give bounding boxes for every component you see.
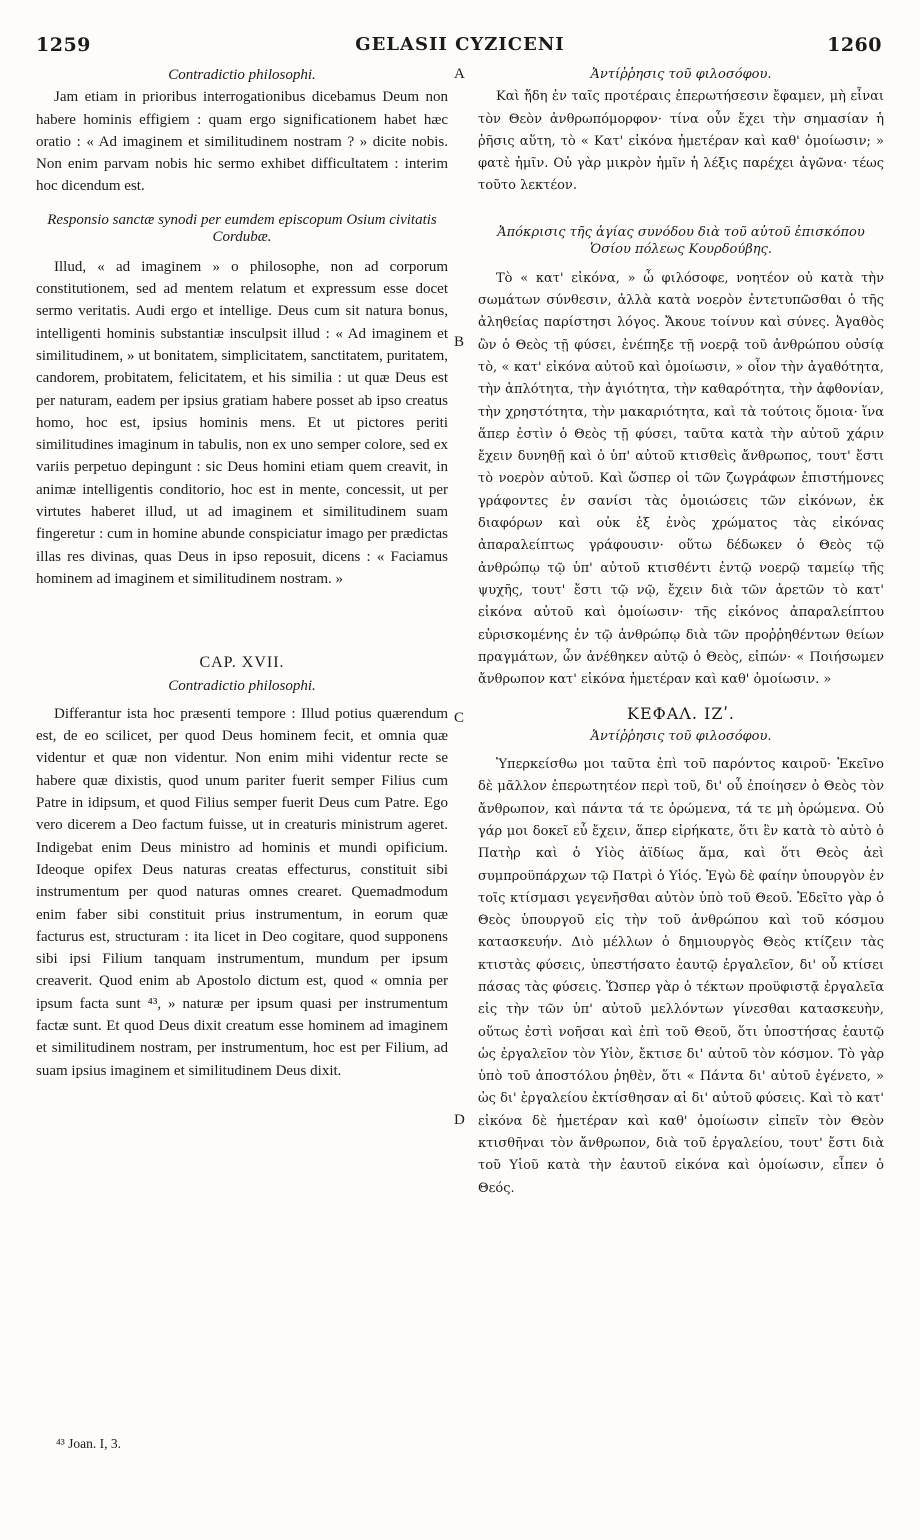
latin-section-title: Contradictio philosophi. [168,67,316,83]
margin-marker-a: A [454,66,465,82]
greek-chapter-heading: ΚΕΦΑΛ. ΙΖʹ. [626,704,735,724]
page-number-right: 1260 [827,34,882,56]
margin-marker-b: B [454,334,465,350]
greek-section-title: Ἀντίῤῥησις τοῦ φιλοσόφου. [590,67,772,82]
latin-column [36,64,448,1082]
greek-paragraph: Ὑπερκείσθω μοι ταῦτα ἐπὶ τοῦ παρόντος καιροῦ· Ἐκεῖνο δὲ μᾶλλον ἐπερωτητέον περὶ τοῦ, δι' οὗ ἐποίησεν ὁ Θεὸς τὸν ἄνθρωπον, καὶ πάντα τά τε ὁρώμενα, τά τε μὴ ὁρώμενα. Οὐ γάρ μοι δοκεῖ εὖ ἔχειν, ἅπερ εἰρήκατε, ὅτι ἓν κατὰ τὸ αὐτὸ ὁ Πατὴρ καὶ ὁ Υἱὸς ἀϊδίως ἅμα, καὶ ὅτι Θεὸς ἀεὶ συμπροϋπάρχων τῷ Πατρὶ ὁ Υἱός. Ἐγὼ δὲ φαίην ὑπουργὸν ἐν τοῖς κτίσμασι γεγενῆσθαι αὐτὸν ὑπὸ τοῦ Θεοῦ. Ἐδεῖτο γὰρ ὁ Θεὸς ὑπουργοῦ εἰς τὴν τοῦ ἀνθρώπου καὶ τοῦ κόσμου κατασκευήν. Διὸ μέλλων ὁ δημιουργὸς Θεὸς κτίζειν τὰς κτιστὰς φύσεις, ὑπεστήσατο ἑαυτῷ ἐργαλεῖον, δι' οὗ κτίσει πάσας τὰς φύσεις. Ὥσπερ γὰρ ὁ τέκτων προϋφιστᾷ ἐργαλεῖα εἰς τὴν τῶν ὑπ' αὐτοῦ μελλόντων γίνεσθαι κατασκευὴν, οὕτως ἐστὶ νοῆσαι καὶ ἐπὶ τοῦ Θεοῦ, ὅτι ὑποστήσας ἑαυτῷ ὡς ἐργαλεῖον τὸν Υἱὸν, ἔκτισε δι' αὐτοῦ τὸν κόσμον. Τὸ γὰρ ὑπὸ τοῦ ἀποστόλου ῥηθὲν, ὅτι « Πάντα δι' αὐτοῦ ἐγένετο, » ὡς δι' ἐργαλείου ἐκτίσθησαν αἱ δι' αὐτοῦ φύσεις. Καὶ τὸ κατ' εἰκόνα δὲ ἡμετέραν καὶ καθ' ὁμοίωσιν εἰπεῖν τὸν Θεὸν κτισθῆναι τὸν ἄνθρωπον, διὰ τοῦ ἐργαλείου, τουτ' ἔστι διὰ τοῦ Υἱοῦ κατὰ τὴν ἑαυτοῦ εἰκόνα καὶ ὁμοίωσιν, εἶπεν ὁ Θεός. [478,757,884,1196]
latin-paragraph: Differantur ista hoc præsenti tempore : Illud potius quærendum est, de eo scilicet, per quod Deus hominem fecit, et omnia quæ videntur et quæ non videntur. Non enim mihi videntur recte se habere quæ dixistis, quod unum pariter fuerit semper Filius cum Patre in idipsum, et quod Filius semper fuerit Deus cum Patre. Ego vero dicerem a Deo factum fuisse, ut in creaturis ministrum ageret. Indigebat enim Deus ministro ad hominis et mundi opificium. Ideoque opifex Deus naturas creatas effecturus, constituit sibi instrumentum per quod naturas omnes crearet. Quemadmodum enim faber sibi constituit prius instrumentum, in eorum quæ facturus est, structuram : ita licet in Deo cogitare, quod supponens sibi ipsi Filium tanquam instrumentum, mundum per ipsum creaverit. Quod enim ab Apostolo dictum est, quod « omnia per ipsum facta sunt ⁴³, » naturæ per ipsum quasi per instrumentum factæ sunt. Et quod Deus dixit creatum esse hominem ad imaginem et similitudinem nostram, per instrumentum, hoc est per Filium, ad suam ipsius imaginem et similitudinem Deus dixit. [36,705,448,1079]
latin-section-title: Responsio sanctæ synodi per eumdem episcopum Osium civitatis Cordubæ. [47,211,437,245]
greek-paragraph: Τὸ « κατ' εἰκόνα, » ὦ φιλόσοφε, νοητέον οὐ κατὰ τὴν σωμάτων σύνθεσιν, ἀλλὰ κατὰ νοερὸν ἐντετυπῶσθαι ὁ τῆς ἀληθείας παρίστησι λόγος. Ἄκουε τοίνυν καὶ σύνες. Ἀγαθὸς ὢν ὁ Θεὸς τῇ φύσει, ἐνέπηξε τῇ νοερᾷ τοῦ ἀνθρώπου οὐσίᾳ τὸ, « κατ' εἰκόνα αὐτοῦ καὶ ὁμοίωσιν, » οἷον τὴν ἀγαθότητα, τὴν ἁπλότητα, τὴν ἁγιότητα, τὴν καθαρότητα, τὴν ἀφθονίαν, τὴν χρηστότητα, τὴν μακαριότητα, καὶ τὰ τούτοις ὅμοια· ἵνα ἅπερ ἐστὶν ὁ Θεὸς τῇ φύσει, ταῦτα κατὰ τὴν αὐτοῦ χάριν ἔχειν δυνηθῇ καὶ ὁ ὑπ' αὐτοῦ κτισθεὶς ἄνθρωπος, τουτ' ἔστι τὸ νοερὸν αὐτοῦ. Καὶ ὥσπερ οἱ τῶν ζωγράφων ἐπιστήμονες γράφοντες ἐν σανίσι τὰς ὁμοιώσεις τῶν εἰκόνων, ἐκ διαφόρων καὶ οὐκ ἐξ ἑνὸς χρώματος τὰς εἰκόνας ἀπαραλείπτως γράφουσιν· οὕτω δέδωκεν ὁ Θεὸς τῷ ἀνθρώπῳ τῷ ὑπ' αὐτοῦ κτισθέντι ἐντῷ νοερῷ ταμείῳ τῆς ψυχῆς, τουτ' ἔστι τῷ νῷ, ἔχειν διὰ τῶν ἀρετῶν τὸ κατ' εἰκόνα αὐτοῦ καὶ ὁμοίωσιν· τῆς εἰκόνος ἀπαραλείπτου εὑρισκομένης ἐν τῷ ἀνθρώπῳ διὰ τῶν προῤῥηθέντων θείων πραγμάτων, ὧν ἀνέθηκεν αὐτῷ ὁ Θεὸς, εἰπών· « Ποιήσωμεν ἄνθρωπον κατ' εἰκόνα ἡμετέραν καὶ καθ' ὁμοίωσιν. » [478,270,884,688]
margin-marker-c: C [454,710,465,726]
latin-paragraph: Illud, « ad imaginem » o philosophe, non ad corporum constitutionem, sed ad mentem relatum et expressum esse docet sermo veritatis. Audi ergo et intellige. Deus cum sit natura bonus, intelligenti hominis substantiæ insculpsit illud : « Ad imaginem et similitudinem, » ut bonitatem, simplicitatem, sanctitatem, puritatem, candorem, probitatem, felicitatem, et his similia : ut quæ Deus est per naturam, eadem per ipsius gratiam habere posset ab ipso creatus homo, hoc est, ipsius hominis mens. Et ut pictores periti similitudines imaginum in tabulis, non ex uno semper colore, sed ex variis perpetuo depingunt : sic Deus homini etiam quem creavit, in animæ intelligentis conditorio, hoc est in mente, concessit, ut per virtutes haberet illud, ut ad imaginem et similitudinem suam fingeretur : cum in homine abunde conspiciatur imago per prædictas illas res divinas, quas Deus in ipso reposuit, dicens : « Faciamus hominem ad imaginem et similitudinem nostram. » [36,258,448,587]
page-number-left: 1259 [36,34,91,56]
margin-marker-d: D [454,1112,465,1128]
greek-section-title: Ἀντίῤῥησις τοῦ φιλοσόφου. [590,728,772,744]
footnote: ⁴³ Joan. I, 3. [56,1436,121,1451]
latin-paragraph: Jam etiam in prioribus interrogationibus dicebamus Deum non habere hominis effigiem : quam ergo significationem habet hæc oratio : « Ad imaginem et similitudinem nostram ? » dicite nobis. Non enim parvam nobis hic sermo exhibet difficultatem : interim hoc dicendum est. [36,89,448,195]
greek-column [478,64,884,1200]
running-title: GELASII CYZICENI [355,34,565,55]
latin-section-title: Contradictio philosophi. [168,677,316,694]
latin-chapter-heading: CAP. XVII. [199,654,285,672]
greek-section-title: Ἀπόκρισις τῆς ἁγίας συνόδου διὰ τοῦ αὐτοῦ ἐπισκόπου Ὁσίου πόλεως Κουρδούβης. [497,224,865,257]
greek-paragraph: Καὶ ἤδη ἐν ταῖς προτέραις ἐπερωτήσεσιν ἔφαμεν, μὴ εἶναι τὸν Θεὸν ἀνθρωπόμορφον· τίνα οὖν ἔχει τὴν σημασίαν ἡ ῥῆσις αὕτη, τὸ « Κατ' εἰκόνα ἡμετέραν καὶ καθ' ὁμοίωσιν; » φατὲ ἡμῖν. Οὐ γὰρ μικρὸν ἡμῖν ἡ λέξις παρέχει ἀγῶνα· τέως τοῦτο λεκτέον. [478,89,884,194]
